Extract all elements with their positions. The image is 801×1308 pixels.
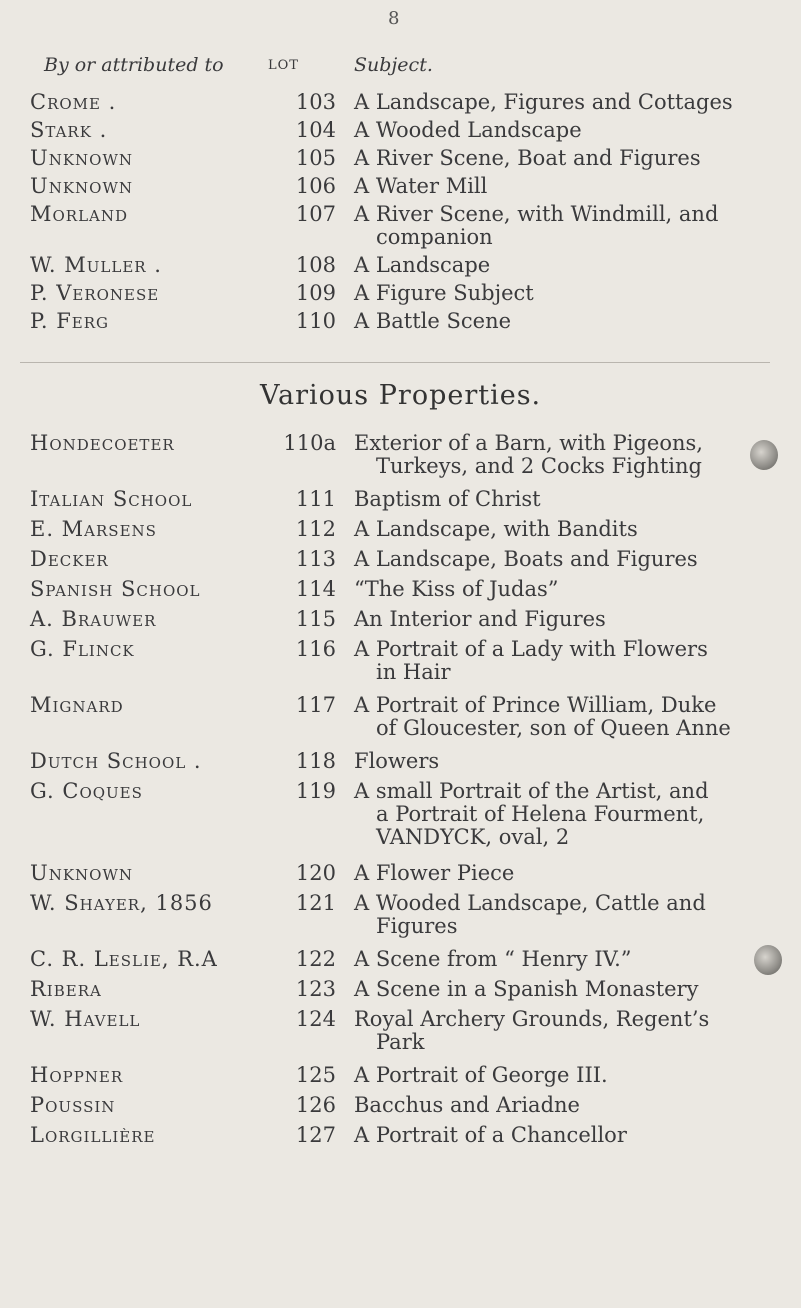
subject-line: A Landscape [354, 253, 491, 277]
subject-line: A Flower Piece [354, 861, 515, 885]
lot-number: 106 [295, 174, 336, 198]
lot-column-header: LOT [268, 58, 299, 73]
lot-number: 108 [295, 253, 336, 277]
subject-line: Royal Archery Grounds, Regent’s [354, 1007, 710, 1031]
lot-number: 115 [295, 607, 336, 631]
artist-name: P. Veronese [30, 281, 160, 305]
subject-continuation-line: VANDYCK, oval, 2 [376, 825, 570, 849]
subject-text [354, 750, 754, 773]
lot-number: 117 [295, 693, 336, 717]
artist-name: Poussin [30, 1093, 116, 1117]
lot-number: 105 [295, 146, 336, 170]
section-title: Various Properties. [260, 380, 542, 411]
artist-name: Morland [30, 202, 129, 226]
subject-text [354, 254, 754, 277]
lot-number: 110 [295, 309, 336, 333]
subject-line: A Landscape, with Bandits [354, 517, 638, 541]
subject-text [354, 608, 754, 631]
subject-continuation-line: Figures [376, 914, 458, 938]
lot-number: 127 [295, 1123, 336, 1147]
subject-line: A Portrait of a Chancellor [354, 1123, 627, 1147]
subject-text [354, 862, 754, 885]
subject-text [354, 1094, 754, 1117]
subject-line: A Wooded Landscape, Cattle and [354, 891, 706, 915]
lot-number: 126 [295, 1093, 336, 1117]
subject-line: A Portrait of a Lady with Flowers [354, 637, 708, 661]
subject-line: A small Portrait of the Artist, and [354, 779, 709, 803]
subject-line: A Water Mill [354, 174, 488, 198]
artist-name: Spanish School [30, 577, 201, 601]
artist-name: P. Ferg [30, 309, 110, 333]
subject-line: A Landscape, Boats and Figures [354, 547, 698, 571]
subject-text [354, 147, 754, 170]
artist-name: Hondecoeter [30, 431, 175, 455]
subject-continuation-line: of Gloucester, son of Queen Anne [376, 716, 731, 740]
subject-text [354, 948, 754, 971]
lot-number: 114 [295, 577, 336, 601]
page-number: 8 [388, 8, 400, 29]
subject-line: Bacchus and Ariadne [354, 1093, 580, 1117]
subject-text [354, 432, 754, 478]
artist-name: Unknown [30, 861, 133, 885]
artist-name: C. R. Leslie, R.A [30, 947, 218, 971]
lot-number: 103 [295, 90, 336, 114]
lot-number: 122 [295, 947, 336, 971]
artist-name: Stark . [30, 118, 108, 142]
artist-name: E. Marsens [30, 517, 157, 541]
subject-column-header: Subject. [354, 54, 433, 76]
artist-name: Mignard [30, 693, 124, 717]
subject-text [354, 548, 754, 571]
artist-name: W. Havell [30, 1007, 141, 1031]
artist-name: Lorgillière [30, 1123, 156, 1147]
subject-text [354, 175, 754, 198]
subject-line: A River Scene, with Windmill, and [354, 202, 719, 226]
subject-continuation-line: Turkeys, and 2 Cocks Fighting [376, 454, 702, 478]
subject-line: A Landscape, Figures and Cottages [354, 90, 733, 114]
subject-text [354, 1064, 754, 1087]
artist-name: Hoppner [30, 1063, 124, 1087]
artist-name: Dutch School . [30, 749, 202, 773]
lot-number: 113 [295, 547, 336, 571]
subject-text [354, 694, 754, 740]
lot-number: 118 [295, 749, 336, 773]
lot-number: 112 [295, 517, 336, 541]
subject-line: A Scene from “ Henry IV.” [354, 947, 632, 971]
artist-column-header: By or attributed to [44, 54, 224, 76]
subject-line: Exterior of a Barn, with Pigeons, [354, 431, 703, 455]
lot-number: 104 [295, 118, 336, 142]
binding-hole-mark [754, 945, 782, 975]
subject-line: A Portrait of Prince William, Duke [354, 693, 717, 717]
subject-text [354, 310, 754, 333]
subject-continuation-line: a Portrait of Helena Fourment, [376, 802, 705, 826]
lot-number: 121 [295, 891, 336, 915]
subject-line: A Battle Scene [354, 309, 512, 333]
lot-number: 123 [295, 977, 336, 1001]
artist-name: G. Flinck [30, 637, 135, 661]
artist-name: G. Coques [30, 779, 143, 803]
artist-name: W. Shayer, 1856 [30, 891, 213, 915]
subject-continuation-line: companion [376, 225, 493, 249]
artist-name: Unknown [30, 146, 133, 170]
subject-line: A Figure Subject [354, 281, 534, 305]
subject-text [354, 91, 754, 114]
subject-line: A Portrait of George III. [354, 1063, 608, 1087]
subject-line: “The Kiss of Judas” [354, 577, 559, 601]
artist-name: Ribera [30, 977, 102, 1001]
subject-line: Baptism of Christ [354, 487, 541, 511]
lot-number: 120 [295, 861, 336, 885]
artist-name: W. Muller . [30, 253, 162, 277]
subject-continuation-line: in Hair [376, 660, 451, 684]
binding-hole-mark [750, 440, 778, 470]
subject-line: A Wooded Landscape [354, 118, 582, 142]
subject-text [354, 119, 754, 142]
subject-text [354, 203, 754, 249]
subject-text [354, 638, 754, 684]
subject-continuation-line: Park [376, 1030, 425, 1054]
artist-name: Decker [30, 547, 109, 571]
subject-line: A Scene in a Spanish Monastery [354, 977, 699, 1001]
artist-name: Crome . [30, 90, 117, 114]
subject-text [354, 1124, 754, 1147]
subject-text [354, 488, 754, 511]
subject-text [354, 1008, 754, 1054]
subject-text [354, 282, 754, 305]
lot-number: 107 [295, 202, 336, 226]
subject-text [354, 578, 754, 601]
artist-name: Italian School [30, 487, 193, 511]
subject-line: An Interior and Figures [354, 607, 606, 631]
lot-number: 124 [295, 1007, 336, 1031]
column-headers [0, 54, 801, 78]
subject-line: A River Scene, Boat and Figures [354, 146, 701, 170]
subject-text [354, 892, 754, 938]
subject-text [354, 978, 754, 1001]
subject-text [354, 518, 754, 541]
section-divider [20, 362, 770, 363]
lot-number: 125 [295, 1063, 336, 1087]
lot-number: 116 [295, 637, 336, 661]
lot-number: 110a [283, 431, 336, 455]
artist-name: Unknown [30, 174, 133, 198]
artist-name: A. Brauwer [30, 607, 157, 631]
lot-number: 111 [295, 487, 336, 511]
lot-number: 109 [295, 281, 336, 305]
subject-text [354, 780, 754, 849]
subject-line: Flowers [354, 749, 440, 773]
lot-number: 119 [295, 779, 336, 803]
